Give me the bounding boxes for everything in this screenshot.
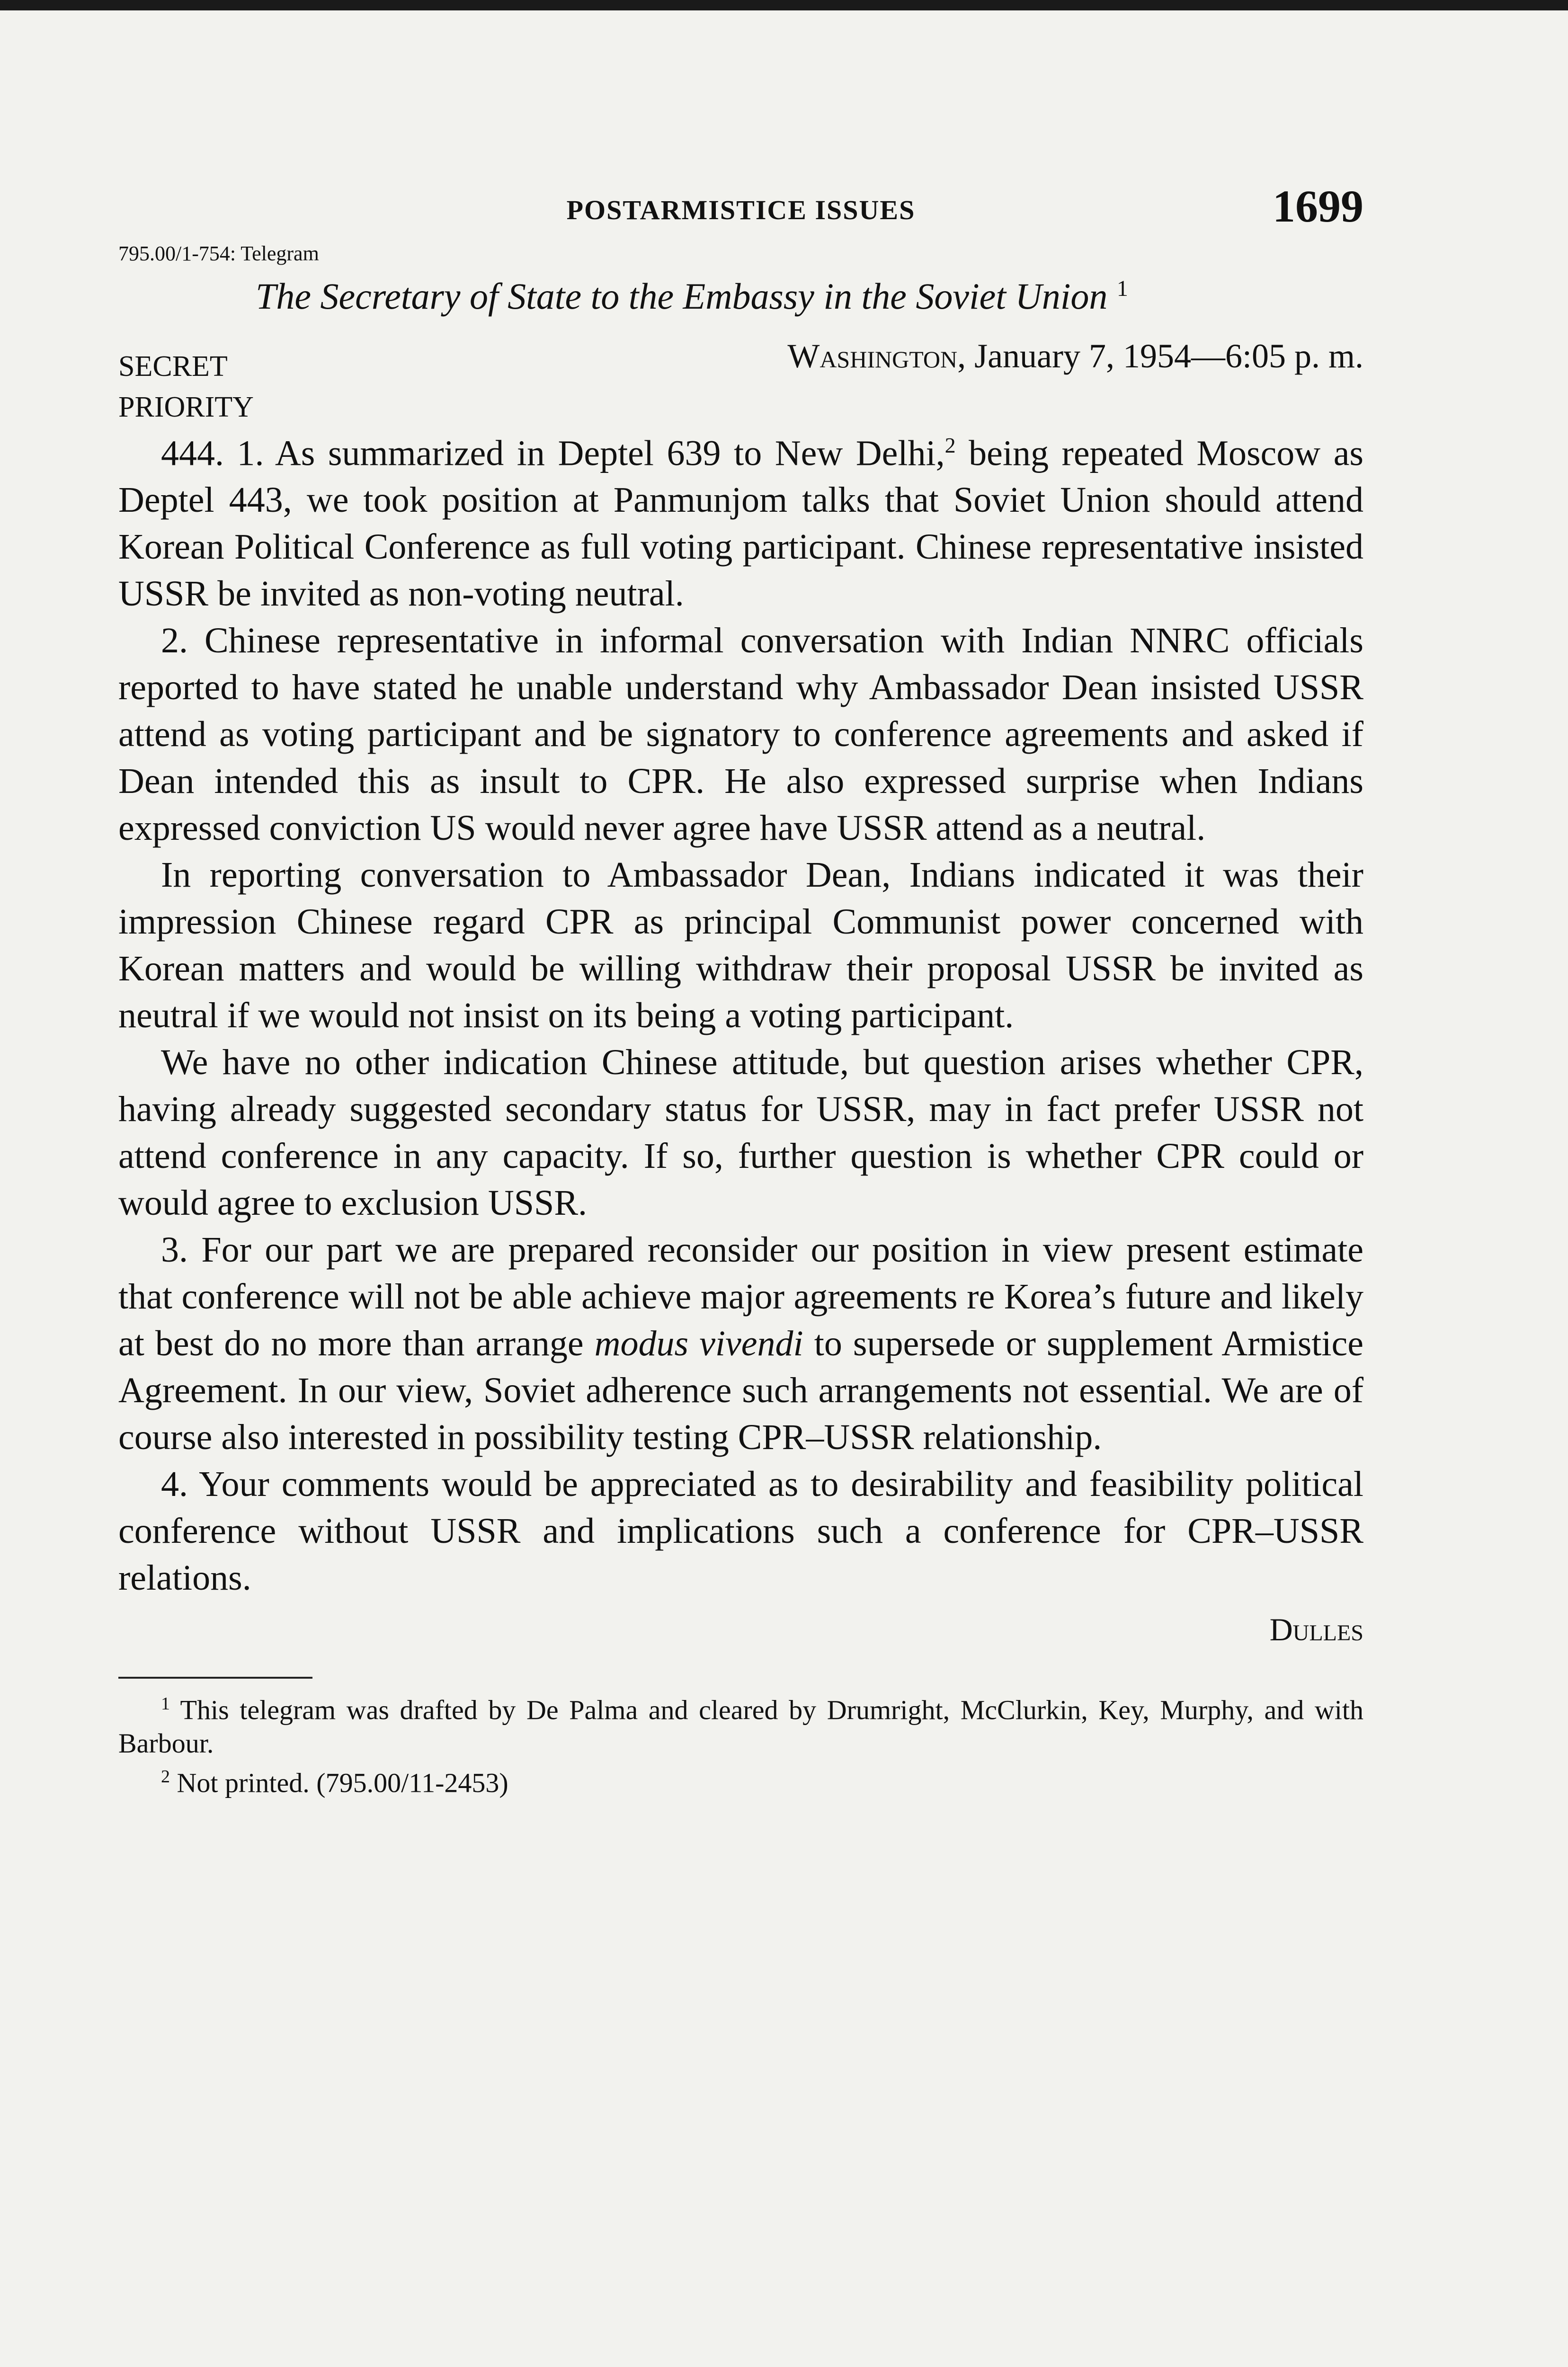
page-header xyxy=(118,180,1363,241)
dateline-place: Washington, xyxy=(787,337,966,375)
file-reference: 795.00/1-754: Telegram xyxy=(118,242,319,265)
document-title xyxy=(256,275,1363,318)
paragraph-2 xyxy=(118,617,1363,852)
signature: Dulles xyxy=(1269,1611,1363,1648)
dateline xyxy=(787,337,1363,376)
paragraph-text: In reporting conversation to Ambassador Dean, Indians indicated it was their impression Chinese regard CPR as principal Communist power concerned with Korean matters and would be willing withdraw their proposal USSR be invited as neutral if we would not insist on its being a voting participant. xyxy=(118,855,1363,1036)
telegram-meta xyxy=(118,337,1363,423)
paragraph-text: to supersede or supplement Armistice Agreement. In our view, Soviet adherence such arrangements not essential. We are of course also interested in possibility testing CPR–USSR relationship. xyxy=(118,1324,1363,1458)
classification-priority: PRIORITY xyxy=(118,391,254,423)
footnote-number: 1 xyxy=(161,1694,170,1714)
document-title-text: The Secretary of State to the Embassy in the Soviet Union xyxy=(256,276,1108,317)
classification xyxy=(118,346,254,427)
footnote-2 xyxy=(118,1760,1363,1799)
paragraph-text: 2. Chinese representative in informal conversation with Indian NNRC officials reported to have stated he unable understand why Ambassador Dean insisted USSR attend as voting participant and be signatory to conference agreements and asked if Dean intended this as insult to CPR. He also expressed surprise when Indians expressed conviction US would never agree have USSR attend as a neutral. xyxy=(118,621,1363,848)
italic-text: modus vivendi xyxy=(594,1324,803,1364)
footnote-number: 2 xyxy=(161,1766,170,1787)
paragraph-4 xyxy=(118,1039,1363,1227)
footnote-text: Not printed. (795.00/11-2453) xyxy=(170,1767,508,1798)
paragraph-text: 3. For our part we are prepared reconsider our position in view present estimate that conference will not be able achieve major agreements re Korea’s future and likely at best do no more than arrange xyxy=(118,1230,1363,1364)
telegram-body xyxy=(118,422,1363,1602)
paragraph-6 xyxy=(118,1461,1363,1602)
paragraph-1 xyxy=(118,422,1363,617)
paragraph-text: being repeated Moscow as Deptel 443, we took position at Panmunjom talks that Soviet Union should attend Korean Political Conference as full voting participant. Chinese representative insisted USSR be invited as non-voting neutral. xyxy=(118,433,1363,614)
footnotes xyxy=(118,1687,1363,1799)
footnote-ref: 2 xyxy=(944,433,956,457)
document-page xyxy=(118,180,1363,1799)
page-number: 1699 xyxy=(1273,181,1363,231)
paragraph-text: 4. Your comments would be appreciated as to desirability and feasibility political conference without USSR and implications such a conference for CPR–USSR relations. xyxy=(118,1464,1363,1598)
dateline-date: January 7, 1954—6:05 p. m. xyxy=(974,337,1363,375)
paragraph-text: We have no other indication Chinese attitude, but question arises whether CPR, having already suggested secondary status for USSR, may in fact prefer USSR not attend conference in any capacity. If so, further question is whether CPR could or would agree to exclusion USSR. xyxy=(118,1042,1363,1223)
footnote-text: This telegram was drafted by De Palma and cleared by Drumright, McClurkin, Key, Murphy, and with Barbour. xyxy=(118,1694,1363,1759)
footnote-1 xyxy=(118,1687,1363,1760)
paragraph-text: 444. 1. As summarized in Deptel 639 to New Delhi, xyxy=(161,433,945,473)
running-head: POSTARMISTICE ISSUES xyxy=(566,195,916,225)
top-scan-border xyxy=(0,0,1568,10)
paragraph-3 xyxy=(118,852,1363,1039)
classification-secret: SECRET xyxy=(118,350,228,383)
footnote-divider xyxy=(118,1677,312,1679)
paragraph-5 xyxy=(118,1227,1363,1461)
footnote-ref-1: 1 xyxy=(1116,276,1128,301)
